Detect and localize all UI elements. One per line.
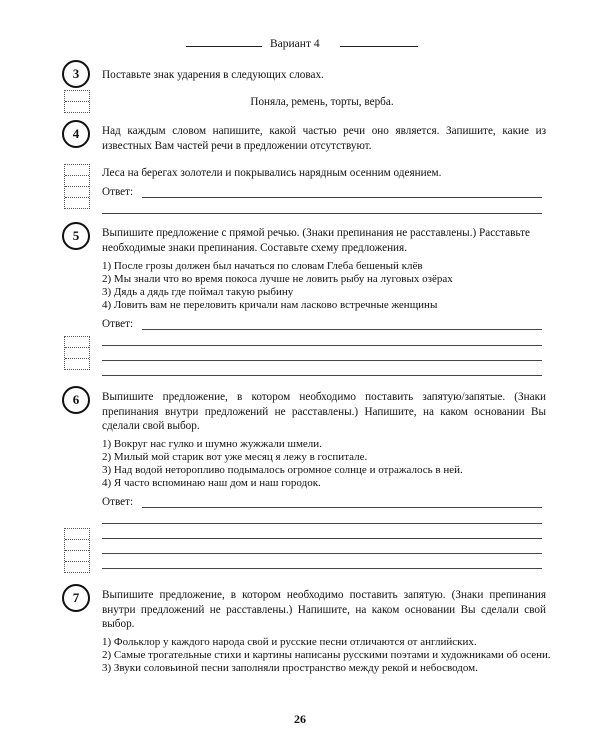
header-rule-right — [340, 46, 418, 47]
task-4-answer-line-2[interactable] — [102, 213, 542, 214]
task-6-answer-line[interactable] — [102, 496, 542, 510]
task-5-option-4: 4) Ловить вам не переловить кричали нам ласково встречные женщины — [102, 299, 438, 311]
task-4-score-box[interactable] — [64, 164, 90, 209]
task-6-number: 6 — [62, 386, 90, 414]
task-6-instruction: Выпишите предложение, в котором необходимо поставить запятую/запятые. (Знаки препинания внутри предложений не расставлены.) Напишите, на каком основании Вы сделали свой выбор. — [102, 391, 546, 432]
task-5-answer-line-2[interactable] — [102, 345, 542, 346]
task-7-option-2: 2) Самые трогательные стихи и картины написаны русскими поэтами и художниками об осени. — [102, 649, 551, 661]
task-5-options — [102, 260, 552, 312]
task-6-option-4: 4) Я часто вспоминаю наш дом и наш городок. — [102, 477, 321, 489]
task-5-instruction: Выпишите предложение с прямой речью. (Знаки препинания не расставлены.) Расставьте необходимые знаки препинания. Составьте схему предложения. — [102, 227, 530, 254]
task-5-answer-line[interactable] — [102, 318, 542, 332]
task-6-answer-line-3[interactable] — [102, 538, 542, 539]
task-3-words: Поняла, ремень, торты, верба. — [250, 96, 394, 108]
task-4-answer-line[interactable] — [102, 186, 542, 200]
task-4-number: 4 — [62, 120, 90, 148]
task-6-answer-line-2[interactable] — [102, 523, 542, 524]
task-6-option-3: 3) Над водой неторопливо подымалось огромное солнце и отражалось в ней. — [102, 464, 463, 476]
task-6-option-2: 2) Милый мой старик вот уже месяц я лежу в госпитале. — [102, 451, 368, 463]
task-3-instruction: Поставьте знак ударения в следующих словах. — [102, 69, 324, 81]
task-5-score-box[interactable] — [64, 336, 90, 370]
task-7-instruction: Выпишите предложение, в котором необходимо поставить запятую. (Знаки препинания внутри предложений не расставлены.) Напишите, на каком основании Вы сделали свой выбор. — [102, 589, 546, 630]
task-3-score-box[interactable] — [64, 90, 90, 113]
task-7-option-3: 3) Звуки соловьиной песни заполняли пространство между рекой и небосводом. — [102, 662, 478, 674]
task-7-option-1: 1) Фольклор у каждого народа свой и русские песни отличаются от английских. — [102, 636, 477, 648]
task-6-answer-line-5[interactable] — [102, 568, 542, 569]
task-6-answer-line-4[interactable] — [102, 553, 542, 554]
task-5-option-1: 1) После грозы должен был начаться по словам Глеба бешеный клёв — [102, 260, 423, 272]
task-6-option-1: 1) Вокруг нас гулко и шумно жужжали шмели. — [102, 438, 322, 450]
variant-header — [0, 38, 600, 54]
task-6-score-box[interactable] — [64, 528, 90, 573]
task-6-answer-label: Ответ: — [102, 496, 137, 508]
task-7-number: 7 — [62, 584, 90, 612]
variant-title: Вариант 4 — [270, 38, 320, 50]
task-5-option-3: 3) Дядь а дядь где поймал такую рыбину — [102, 286, 294, 298]
task-6-options — [102, 438, 552, 490]
task-5-answer-line-4[interactable] — [102, 375, 542, 376]
header-rule-left — [186, 46, 262, 47]
task-4-answer-label: Ответ: — [102, 186, 137, 198]
task-5-option-2: 2) Мы знали что во время покоса лучше не ловить рыбу на луговых озёрах — [102, 273, 453, 285]
task-7-options — [102, 636, 552, 675]
task-5-number: 5 — [62, 222, 90, 250]
task-3-number: 3 — [62, 60, 90, 88]
task-4-instruction: Над каждым словом напишите, какой частью речи оно является. Запишите, какие из известных Вам частей речи в предложении отсутствуют. — [102, 125, 546, 152]
task-5-answer-label: Ответ: — [102, 318, 137, 330]
page-number: 26 — [294, 712, 306, 726]
task-4-sentence: Леса на берегах золотели и покрывались нарядным осенним одеянием. — [102, 167, 442, 179]
task-5-answer-line-3[interactable] — [102, 360, 542, 361]
